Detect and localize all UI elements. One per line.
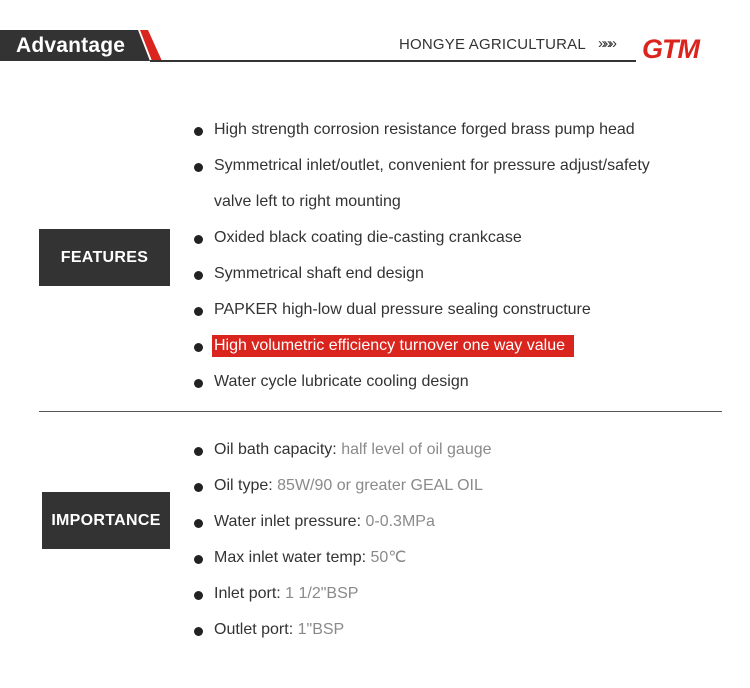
section-title: Advantage <box>16 34 126 57</box>
spec-key: Outlet port: <box>214 621 294 638</box>
spec-key: Water inlet pressure: <box>214 513 362 530</box>
svg-text:GTM: GTM <box>642 34 699 62</box>
bullet-icon <box>194 307 203 316</box>
bullet-icon <box>194 235 203 244</box>
bullet-icon <box>194 447 203 456</box>
bullet-icon <box>194 343 203 352</box>
spec-key: Max inlet water temp: <box>214 549 367 566</box>
bullet-icon <box>194 483 203 492</box>
spec-value: 0-0.3MPa <box>365 513 435 530</box>
bullet-icon <box>194 163 203 172</box>
spec-key: Oil bath capacity: <box>214 441 337 458</box>
section-divider <box>39 411 722 412</box>
gtm-logo <box>640 34 744 62</box>
page-header <box>0 0 750 70</box>
company-name: HONGYE AGRICULTURAL <box>399 36 586 53</box>
chevrons-icon: »»» <box>598 35 615 52</box>
bullet-icon <box>194 271 203 280</box>
bullet-icon <box>194 379 203 388</box>
spec-value: half level of oil gauge <box>341 441 492 458</box>
bullet-icon <box>194 627 203 636</box>
importance-label: IMPORTANCE <box>42 492 170 549</box>
spec-key: Oil type: <box>214 477 273 494</box>
highlight-text: High volumetric efficiency turnover one way value <box>212 335 574 357</box>
spec-value: 1"BSP <box>297 621 345 638</box>
bullet-icon <box>194 591 203 600</box>
bullet-icon <box>194 519 203 528</box>
header-rule <box>150 60 636 62</box>
feature-item-continuation: valve left to right mounting <box>214 193 401 210</box>
bullet-icon <box>194 555 203 564</box>
spec-value: 1 1/2"BSP <box>285 585 359 602</box>
spec-value: 85W/90 or greater GEAL OIL <box>277 477 483 494</box>
features-label: FEATURES <box>39 229 170 286</box>
bullet-icon <box>194 127 203 136</box>
spec-key: Inlet port: <box>214 585 281 602</box>
spec-value: 50℃ <box>370 549 407 566</box>
